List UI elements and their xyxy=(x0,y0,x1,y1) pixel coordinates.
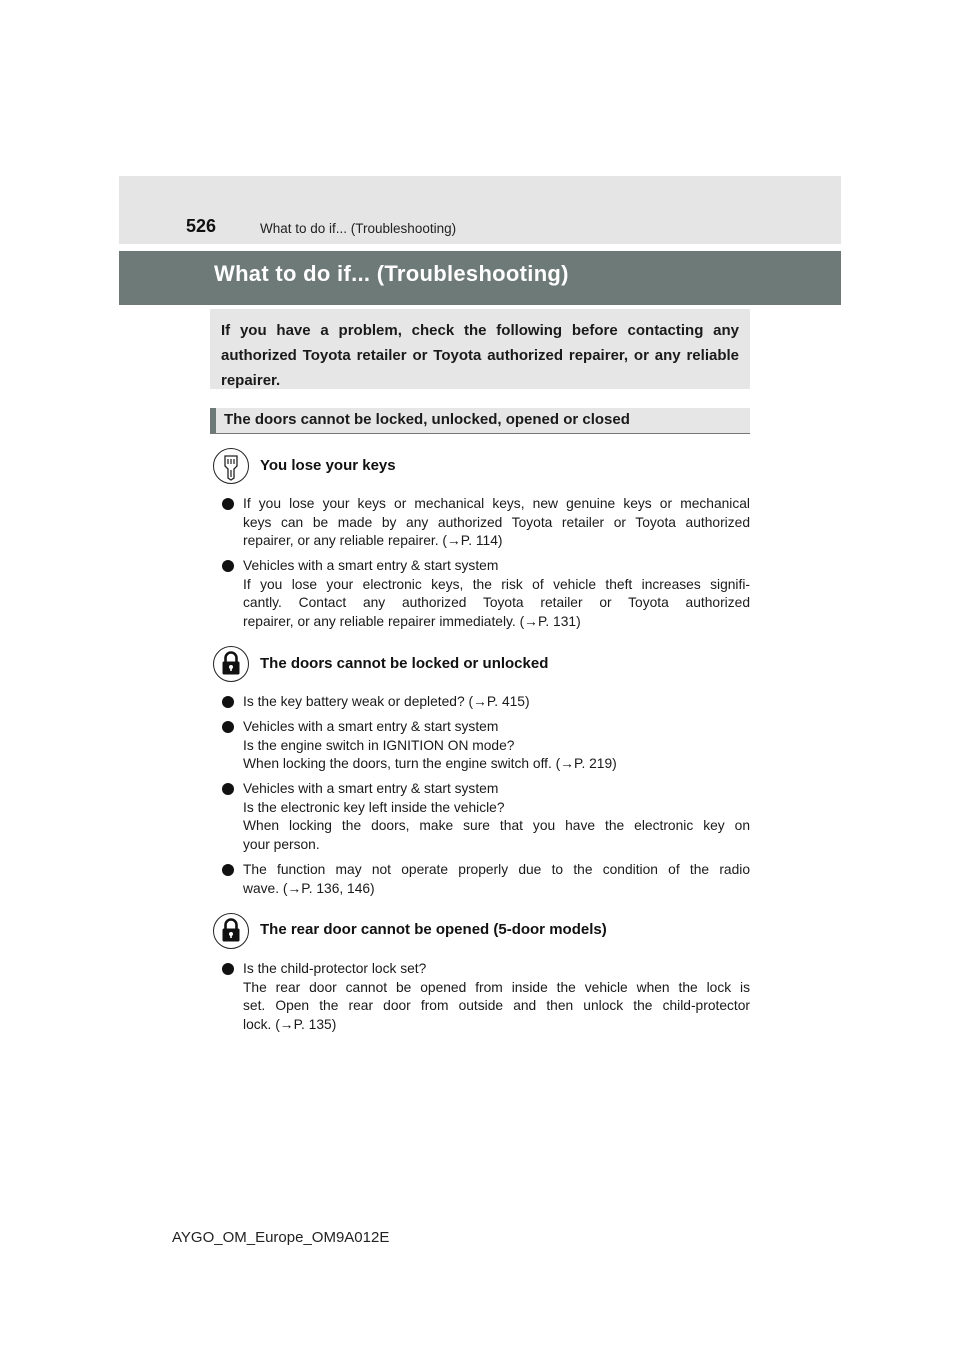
intro-box: If you have a problem, check the following before contacting any authorized Toyota retailer or Toyota authorized repairer, or any reliable repairer. xyxy=(210,309,750,389)
section-heading-text: The doors cannot be locked, unlocked, opened or closed xyxy=(224,411,630,428)
footer-doc-id: AYGO_OM_Europe_OM9A012E xyxy=(172,1229,390,1246)
key-icon xyxy=(213,448,249,484)
section-heading-bar xyxy=(210,408,216,433)
bullet-dot xyxy=(222,721,234,733)
list-item: Vehicles with a smart entry & start system Is the engine switch in IGNITION ON mode? When locking the doors, turn the engine switch off. (→P. 219) xyxy=(222,718,750,774)
list-item: If you lose your keys or mechanical keys, new genuine keys or mechanical keys can be made by any authorized Toyota retailer or Toyota authorized repairer, or any reliable repairer. (→P. 114) xyxy=(222,495,750,551)
bullet-dot xyxy=(222,696,234,708)
list-item: Vehicles with a smart entry & start system Is the electronic key left inside the vehicle? When locking the doors, make sure that you have the electronic key on your person. xyxy=(222,780,750,854)
running-head: What to do if... (Troubleshooting) xyxy=(260,221,457,236)
list-item: Vehicles with a smart entry & start system If you lose your electronic keys, the risk of vehicle theft increases signifi- cantly. Contact any authorized Toyota retailer or Toyota authorized repairer, or any reliable repairer immediately. (→P. 131) xyxy=(222,557,750,631)
lock-icon xyxy=(213,646,249,682)
lock-icon xyxy=(213,913,249,949)
list-item: The function may not operate properly due to the condition of the radio wave. (→P. 136, 146) xyxy=(222,861,750,898)
topic-title-doors-lock: The doors cannot be locked or unlocked xyxy=(260,655,549,672)
chapter-title-bar xyxy=(119,251,841,305)
topic-title-lose-keys: You lose your keys xyxy=(260,457,396,474)
bullet-dot xyxy=(222,783,234,795)
section-heading xyxy=(210,408,750,434)
bullet-dot xyxy=(222,963,234,975)
list-item: Is the key battery weak or depleted? (→P. 415) xyxy=(222,693,750,712)
bullet-dot xyxy=(222,560,234,572)
running-header-band xyxy=(119,176,841,244)
page-title: What to do if... (Troubleshooting) xyxy=(214,261,569,286)
page-number: 526 xyxy=(186,216,217,236)
list-item: Is the child-protector lock set? The rear door cannot be opened from inside the vehicle when the lock is set. Open the rear door from outside and then unlock the child-protector lock. (→P. 135) xyxy=(222,960,750,1034)
topic-title-rear-door: The rear door cannot be opened (5-door models) xyxy=(260,921,607,938)
bullet-dot xyxy=(222,498,234,510)
bullet-dot xyxy=(222,864,234,876)
